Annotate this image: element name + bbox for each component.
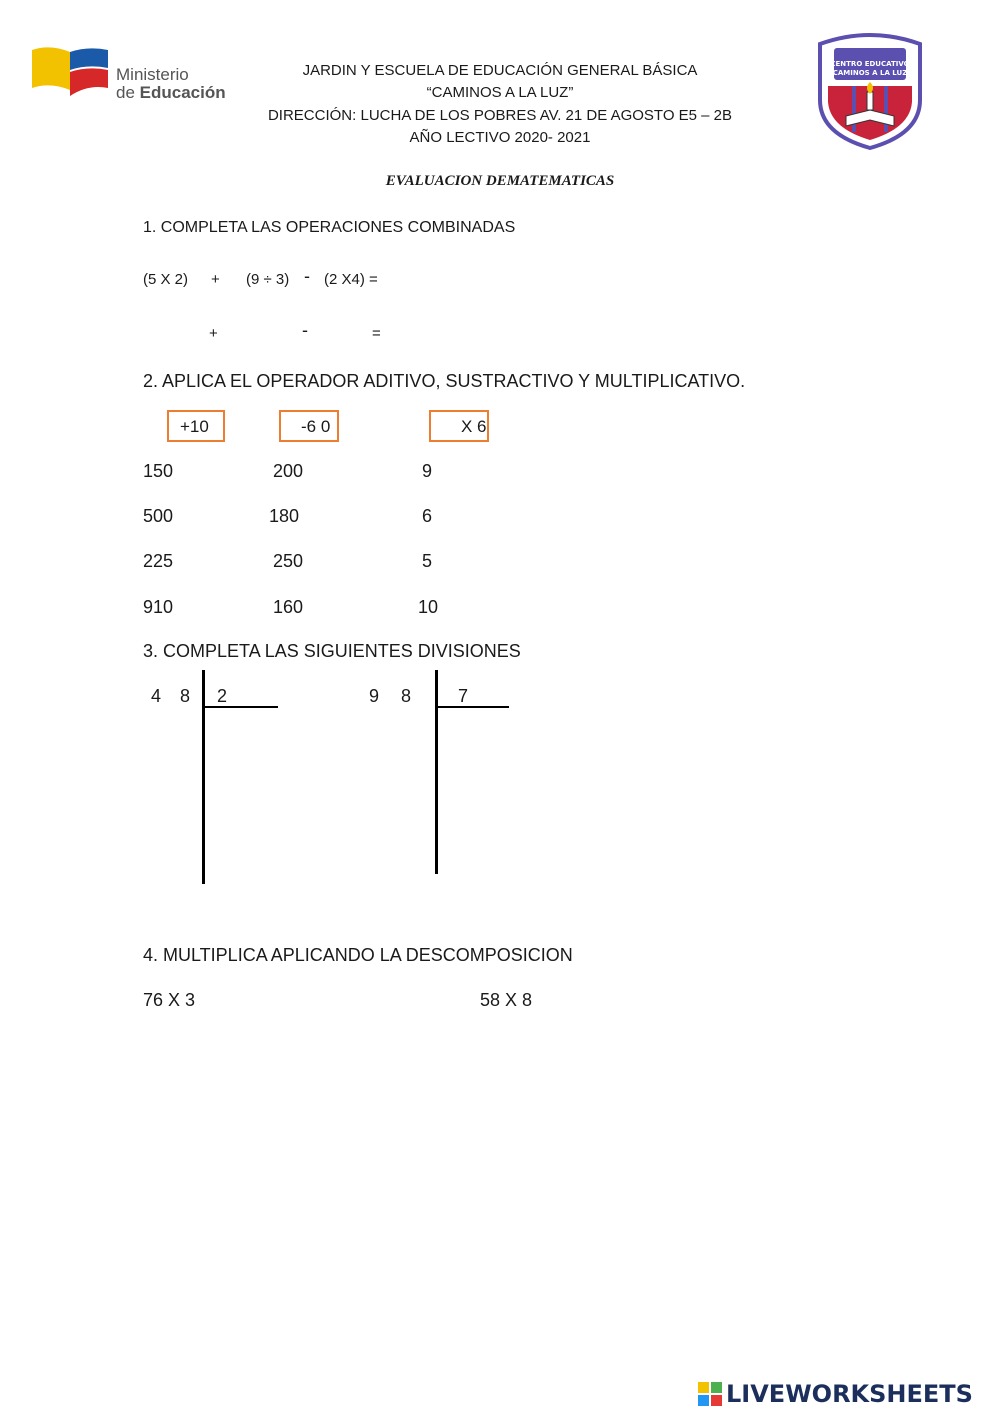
- division-1-dividend-digit: 4: [151, 686, 162, 706]
- q1-term-1: (5 X 2): [143, 271, 189, 288]
- q2-subtract-value: 160: [273, 597, 304, 617]
- q1-op-minus: -: [304, 266, 310, 286]
- q2-add-value: 910: [143, 597, 174, 617]
- ministry-name-de: de: [116, 83, 135, 102]
- q2-subtract-value: 180: [269, 506, 300, 526]
- seal-caption: CENTRO EDUCATIVO: [830, 60, 910, 68]
- operator-multiply-label: X 6: [461, 417, 487, 436]
- q2-add-value: 225: [143, 551, 174, 571]
- q2-heading: 2. APLICA EL OPERADOR ADITIVO, SUSTRACTIVO Y MULTIPLICATIVO.: [143, 371, 746, 391]
- division-1-dividend-digit: 8: [180, 686, 191, 706]
- q2-add-value: 500: [143, 506, 174, 526]
- q2-multiply-value: 5: [422, 551, 433, 571]
- q4-item-2: 58 X 8: [480, 990, 533, 1010]
- division-2-dividend-digit: 8: [401, 686, 412, 706]
- division-1-vertical-bar: [202, 670, 205, 884]
- liveworksheets-brand: LIVEWORKSHEETS: [726, 1380, 973, 1408]
- q2-add-value: 150: [143, 461, 174, 481]
- ecuador-flag-emblem: [30, 44, 110, 106]
- ministry-name-line1: Ministerio: [116, 65, 189, 84]
- svg-text:CAMINOS A LA LUZ: CAMINOS A LA LUZ: [832, 69, 908, 77]
- ministry-name-educacion: Educación: [139, 83, 226, 102]
- q1-term-3: (2 X4) =: [324, 271, 378, 288]
- q2-subtract-value: 250: [273, 551, 304, 571]
- q1-answer-plus: +: [209, 325, 218, 342]
- division-2-horizontal-bar: [437, 706, 509, 708]
- school-name-line1: JARDIN Y ESCUELA DE EDUCACIÓN GENERAL BÁSICA: [302, 62, 698, 79]
- school-seal: [812, 30, 928, 150]
- q3-heading: 3. COMPLETA LAS SIGUIENTES DIVISIONES: [143, 641, 521, 661]
- liveworksheets-icon: [698, 1382, 722, 1406]
- division-2-dividend-digit: 9: [369, 686, 380, 706]
- q2-multiply-value: 10: [418, 597, 439, 617]
- school-name-line2: “CAMINOS A LA LUZ”: [426, 84, 574, 101]
- operator-subtract-label: -6 0: [301, 417, 331, 436]
- school-year: AÑO LECTIVO 2020- 2021: [409, 129, 591, 146]
- division-2-vertical-bar: [435, 670, 438, 874]
- operator-add-label: +10: [180, 417, 209, 436]
- division-1-horizontal-bar: [204, 706, 278, 708]
- operator-box-add: [167, 410, 225, 442]
- q1-op-plus: +: [211, 271, 220, 288]
- q4-item-1: 76 X 3: [143, 990, 196, 1010]
- q1-heading: 1. COMPLETA LAS OPERACIONES COMBINADAS: [143, 219, 516, 236]
- operator-box-subtract: [279, 410, 339, 442]
- q1-answer-equals: =: [372, 325, 381, 342]
- q2-subtract-value: 200: [273, 461, 304, 481]
- q2-multiply-value: 9: [422, 461, 433, 481]
- operator-box-multiply: [429, 410, 489, 442]
- liveworksheets-logo: [698, 1380, 992, 1408]
- q1-answer-minus: -: [302, 320, 308, 340]
- q4-heading: 4. MULTIPLICA APLICANDO LA DESCOMPOSICION: [143, 945, 573, 965]
- q1-term-2: (9 ÷ 3): [246, 271, 290, 288]
- division-2-divisor: 7: [458, 686, 469, 706]
- exam-title: EVALUACION DEMATEMATICAS: [385, 173, 615, 189]
- school-address: DIRECCIÓN: LUCHA DE LOS POBRES AV. 21 DE AGOSTO E5 – 2B: [267, 107, 733, 124]
- division-1-divisor: 2: [217, 686, 228, 706]
- q2-multiply-value: 6: [422, 506, 433, 526]
